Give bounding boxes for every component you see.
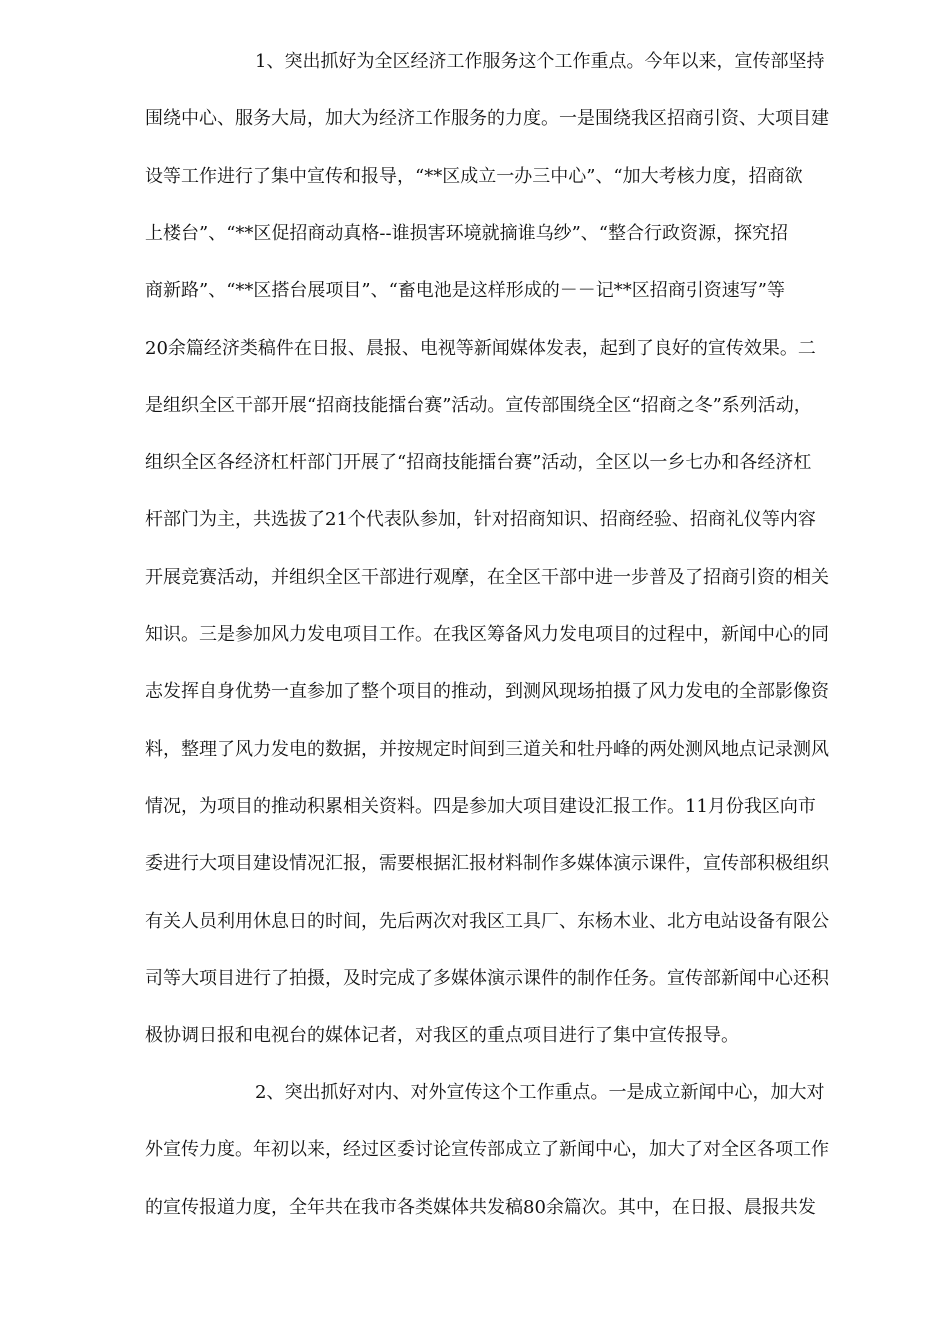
text-line: 1、突出抓好为全区经济工作服务这个工作重点。今年以来，宣传部坚持	[255, 51, 825, 72]
text-line: 料，整理了风力发电的数据，并按规定时间到三道关和牡丹峰的两处测风地点记录测风	[145, 739, 829, 760]
text-line: 设等工作进行了集中宣传和报导，“**区成立一办三中心”、“加大考核力度，招商欲	[145, 166, 803, 187]
text-line: 是组织全区干部开展“招商技能擂台赛”活动。宣传部围绕全区“招商之冬”系列活动，	[145, 395, 812, 416]
text-line: 20余篇经济类稿件在日报、晨报、电视等新闻媒体发表，起到了良好的宣传效果。二	[145, 338, 816, 359]
text-line: 外宣传力度。年初以来，经过区委讨论宣传部成立了新闻中心，加大了对全区各项工作	[145, 1139, 829, 1160]
text-line: 开展竞赛活动，并组织全区干部进行观摩，在全区干部中进一步普及了招商引资的相关	[145, 567, 829, 588]
text-line: 2、突出抓好对内、对外宣传这个工作重点。一是成立新闻中心，加大对	[255, 1082, 825, 1103]
text-line: 志发挥自身优势一直参加了整个项目的推动，到测风现场拍摄了风力发电的全部影像资	[145, 681, 829, 702]
text-line: 杆部门为主，共选拔了21个代表队参加，针对招商知识、招商经验、招商礼仪等内容	[145, 509, 816, 530]
text-line: 围绕中心、服务大局，加大为经济工作服务的力度。一是围绕我区招商引资、大项目建	[145, 108, 829, 129]
text-line: 组织全区各经济杠杆部门开展了“招商技能擂台赛”活动，全区以一乡七办和各经济杠	[145, 452, 812, 473]
text-line: 商新路”、“**区搭台展项目”、“畜电池是这样形成的－－记**区招商引资速写”等	[145, 280, 786, 301]
text-line: 情况，为项目的推动积累相关资料。四是参加大项目建设汇报工作。11月份我区向市	[145, 796, 816, 817]
text-line: 上楼台”、“**区促招商动真格--谁损害环境就摘谁乌纱”、“整合行政资源，探究招	[145, 223, 788, 244]
text-line: 的宣传报道力度，全年共在我市各类媒体共发稿80余篇次。其中，在日报、晨报共发	[145, 1197, 816, 1218]
text-line: 有关人员利用休息日的时间，先后两次对我区工具厂、东杨木业、北方电站设备有限公	[145, 911, 829, 932]
text-line: 知识。三是参加风力发电项目工作。在我区筹备风力发电项目的过程中，新闻中心的同	[145, 624, 829, 645]
text-line: 委进行大项目建设情况汇报，需要根据汇报材料制作多媒体演示课件，宣传部积极组织	[145, 853, 829, 874]
text-line: 司等大项目进行了拍摄，及时完成了多媒体演示课件的制作任务。宣传部新闻中心还积	[145, 968, 829, 989]
text-line: 极协调日报和电视台的媒体记者，对我区的重点项目进行了集中宣传报导。	[145, 1025, 739, 1046]
